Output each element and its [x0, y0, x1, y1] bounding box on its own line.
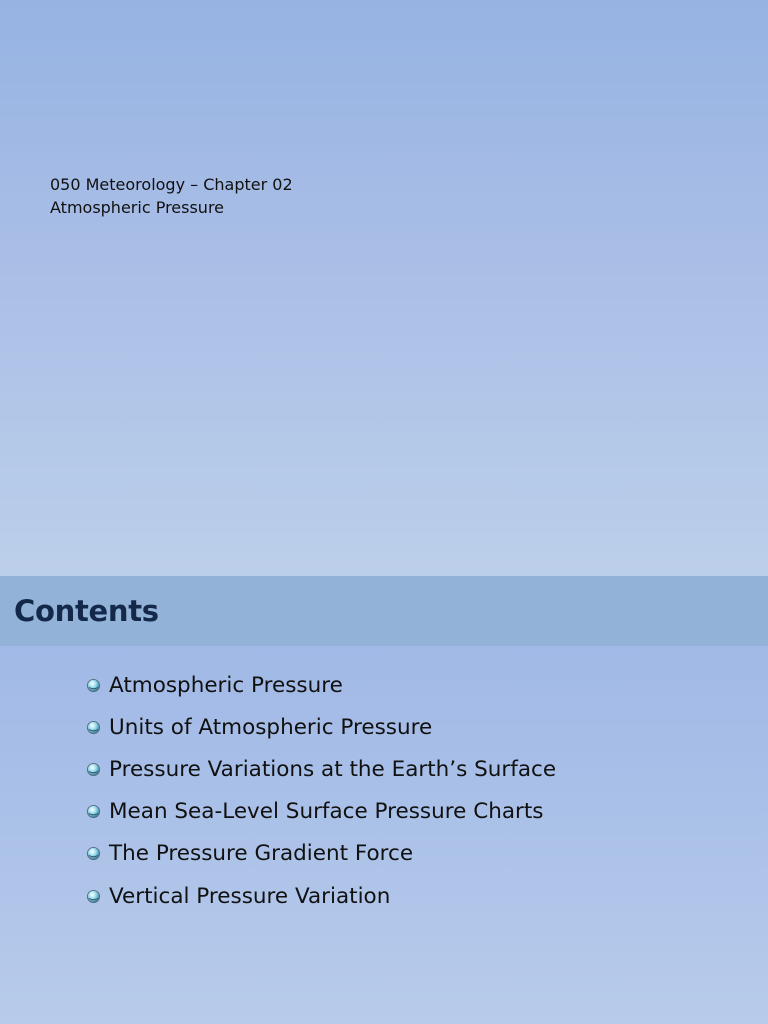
- list-item-label: Atmospheric Pressure: [109, 672, 343, 698]
- list-item-label: Mean Sea-Level Surface Pressure Charts: [109, 799, 544, 825]
- list-item-label: Units of Atmospheric Pressure: [109, 714, 433, 740]
- list-item-label: The Pressure Gradient Force: [109, 841, 414, 867]
- list-item-label: Vertical Pressure Variation: [109, 883, 391, 909]
- globe-bullet-icon: [86, 720, 101, 735]
- globe-bullet-icon: [86, 889, 101, 904]
- chapter-title: 050 Meteorology – Chapter 02: [50, 175, 293, 194]
- contents-list: [86, 664, 556, 917]
- globe-bullet-icon: [86, 762, 101, 777]
- globe-bullet-icon: [86, 846, 101, 861]
- contents-heading: Contents: [14, 594, 159, 628]
- list-item: [86, 875, 556, 917]
- slide-title-block: [50, 173, 293, 219]
- globe-bullet-icon: [86, 804, 101, 819]
- contents-header-bar: [0, 576, 768, 646]
- contents-slide: [0, 576, 768, 1024]
- list-item: [86, 791, 556, 833]
- list-item: [86, 748, 556, 790]
- globe-bullet-icon: [86, 678, 101, 693]
- list-item: [86, 706, 556, 748]
- chapter-subtitle: Atmospheric Pressure: [50, 198, 225, 217]
- list-item: [86, 833, 556, 875]
- list-item: [86, 664, 556, 706]
- list-item-label: Pressure Variations at the Earth’s Surface: [109, 756, 557, 782]
